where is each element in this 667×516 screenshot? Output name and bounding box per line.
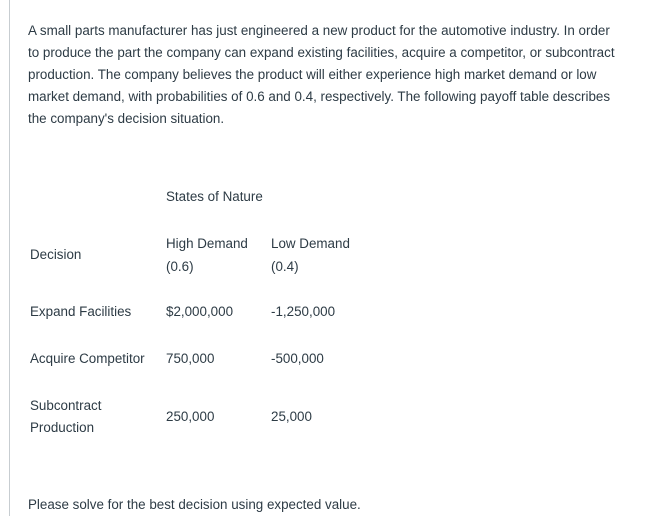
decision-header: Decision — [30, 247, 82, 262]
closing-instruction: Please solve for the best decision using expected value. — [28, 497, 361, 512]
high-demand-probability: (0.6) — [166, 259, 194, 274]
decision-label: Expand Facilities — [30, 304, 132, 319]
intro-line: the company's decision situation. — [28, 111, 225, 126]
intro-line: A small parts manufacturer has just engineered a new product for the automotive industry. In order — [28, 23, 610, 38]
problem-description — [28, 20, 660, 130]
states-of-nature-header: States of Nature — [166, 189, 263, 204]
intro-line: to produce the part the company can expand existing facilities, acquire a competitor, or subcontract — [28, 45, 615, 60]
low-demand-payoff: -500,000 — [271, 351, 324, 366]
low-demand-header: Low Demand — [271, 236, 350, 251]
low-demand-probability: (0.4) — [271, 259, 299, 274]
low-demand-payoff: 25,000 — [271, 409, 312, 424]
intro-line: market demand, with probabilities of 0.6 and 0.4, respectively. The following payoff table describes — [28, 89, 611, 104]
high-demand-payoff: 250,000 — [166, 409, 215, 424]
low-demand-payoff: -1,250,000 — [271, 304, 336, 319]
high-demand-payoff: $2,000,000 — [166, 304, 234, 319]
left-border — [9, 0, 10, 516]
intro-line: production. The company believes the product will either experience high market demand or low — [28, 67, 597, 82]
decision-label: Acquire Competitor — [30, 351, 145, 366]
high-demand-header: High Demand — [166, 236, 248, 251]
decision-label: Production — [30, 420, 95, 435]
high-demand-payoff: 750,000 — [166, 351, 215, 366]
decision-label: Subcontract — [30, 398, 102, 413]
